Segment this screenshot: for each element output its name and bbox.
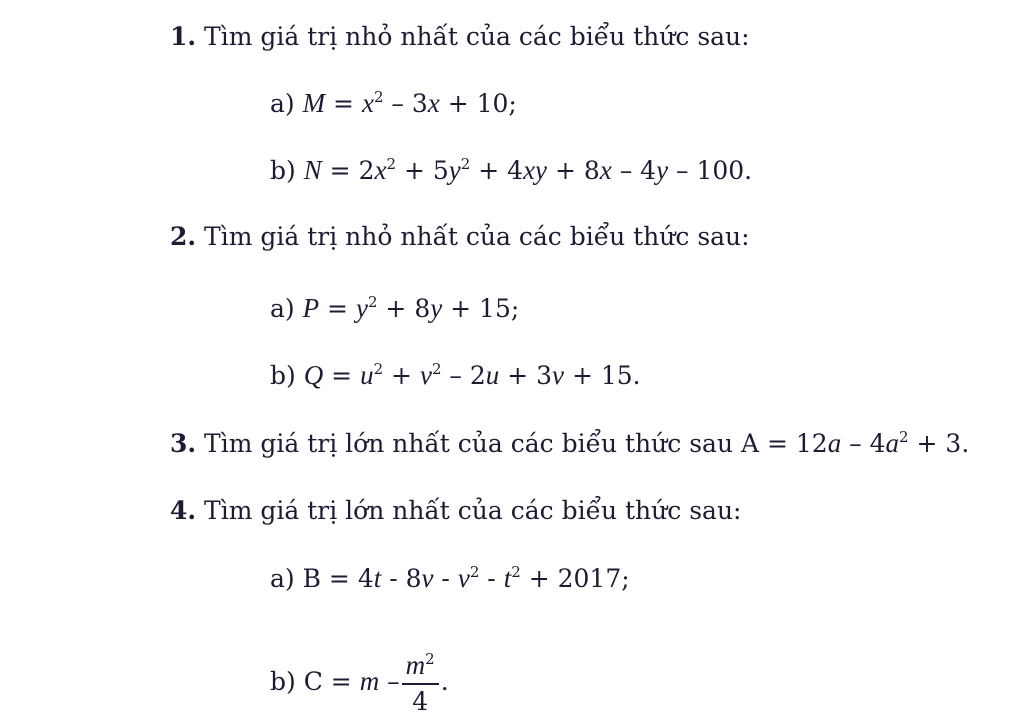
- math-text: – 4: [841, 429, 886, 458]
- math-variable: y: [355, 293, 368, 323]
- problem-number: 3.: [170, 429, 197, 458]
- exponent: 2: [431, 360, 442, 378]
- problem-text: Tìm giá trị nhỏ nhất của các biểu thức sau:: [196, 222, 750, 251]
- math-text: + 10;: [439, 89, 517, 118]
- math-variable: u: [485, 360, 500, 390]
- math-variable: a: [827, 428, 842, 458]
- math-text: .: [440, 667, 449, 696]
- math-text: C =: [303, 667, 360, 696]
- problem-part: [270, 155, 752, 186]
- part-label: a): [270, 294, 303, 323]
- part-label: a): [270, 89, 303, 118]
- exponent: 2: [511, 563, 521, 581]
- math-text: – 3: [383, 89, 428, 118]
- problem-part: [270, 88, 517, 119]
- problem-part: [270, 563, 630, 594]
- fraction: [402, 648, 439, 719]
- math-variable: t: [503, 563, 512, 593]
- math-text: + 3.: [908, 429, 970, 458]
- problem-part: [270, 360, 641, 391]
- math-text: + 8: [377, 294, 431, 323]
- math-text: +: [383, 361, 420, 390]
- math-text: + 2017;: [520, 564, 630, 593]
- exponent: 2: [899, 428, 909, 446]
- math-variable: x: [374, 155, 387, 185]
- math-variable: y: [448, 155, 461, 185]
- math-text: -: [479, 564, 504, 593]
- math-variable: m: [359, 666, 380, 696]
- math-variable: v: [457, 563, 470, 593]
- exponent: 2: [425, 650, 435, 668]
- math-text: A = 12: [741, 429, 828, 458]
- part-label: b): [270, 156, 304, 185]
- problem-text: Tìm giá trị nhỏ nhất của các biểu thức sau:: [196, 22, 750, 51]
- math-variable: x: [361, 88, 374, 118]
- problem-part: [270, 293, 519, 324]
- math-text: + 3: [499, 361, 553, 390]
- problem-heading: [170, 496, 741, 525]
- math-text: + 8: [547, 156, 600, 185]
- problem-number: 4.: [170, 496, 197, 525]
- math-text: = 2: [321, 156, 375, 185]
- math-text: – 100.: [668, 156, 753, 185]
- problem-heading: [170, 222, 750, 251]
- problem-part: [270, 648, 449, 719]
- math-text: - 8: [381, 564, 422, 593]
- problem-number: 2.: [170, 222, 197, 251]
- math-variable: M: [302, 88, 326, 118]
- math-variable: x: [427, 88, 440, 118]
- fraction-denominator: 4: [412, 687, 429, 716]
- math-text: –: [379, 667, 400, 696]
- problem-heading: [170, 428, 969, 459]
- math-text: =: [325, 89, 362, 118]
- exponent: 2: [386, 155, 397, 173]
- problem-number: 1.: [170, 22, 197, 51]
- math-variable: a: [885, 428, 900, 458]
- math-variable: v: [419, 360, 432, 390]
- math-variable: m: [405, 650, 426, 680]
- problem-heading: [170, 22, 750, 51]
- math-variable: y: [430, 293, 443, 323]
- math-text: B = 4: [302, 564, 374, 593]
- problem-text: Tìm giá trị lớn nhất của các biểu thức sau:: [196, 496, 742, 525]
- math-text: + 5: [396, 156, 449, 185]
- problem-text: Tìm giá trị lớn nhất của các biểu thức sau: [196, 429, 741, 458]
- math-text: =: [319, 294, 356, 323]
- math-text: + 4: [470, 156, 524, 185]
- exponent: 2: [460, 155, 471, 173]
- part-label: b): [270, 667, 304, 696]
- math-text: + 15;: [442, 294, 520, 323]
- math-text: – 2: [441, 361, 486, 390]
- fraction-numerator: [402, 648, 439, 685]
- math-variable: u: [360, 360, 374, 390]
- math-variable: N: [303, 155, 322, 185]
- math-variable: v: [552, 360, 565, 390]
- math-text: -: [433, 564, 458, 593]
- exponent: 2: [373, 360, 384, 378]
- exponent: 2: [469, 563, 480, 581]
- part-label: a): [270, 564, 303, 593]
- math-variable: xy: [523, 155, 548, 185]
- math-variable: x: [599, 155, 612, 185]
- exponent: 2: [373, 88, 384, 106]
- math-variable: y: [656, 155, 669, 185]
- math-text: + 15.: [564, 361, 641, 390]
- math-text: – 4: [611, 156, 657, 185]
- math-text: =: [323, 361, 361, 390]
- math-variable: t: [373, 563, 382, 593]
- part-label: b): [270, 361, 304, 390]
- math-variable: Q: [303, 360, 324, 390]
- math-variable: v: [421, 563, 434, 593]
- exponent: 2: [367, 293, 378, 311]
- math-variable: P: [302, 293, 320, 323]
